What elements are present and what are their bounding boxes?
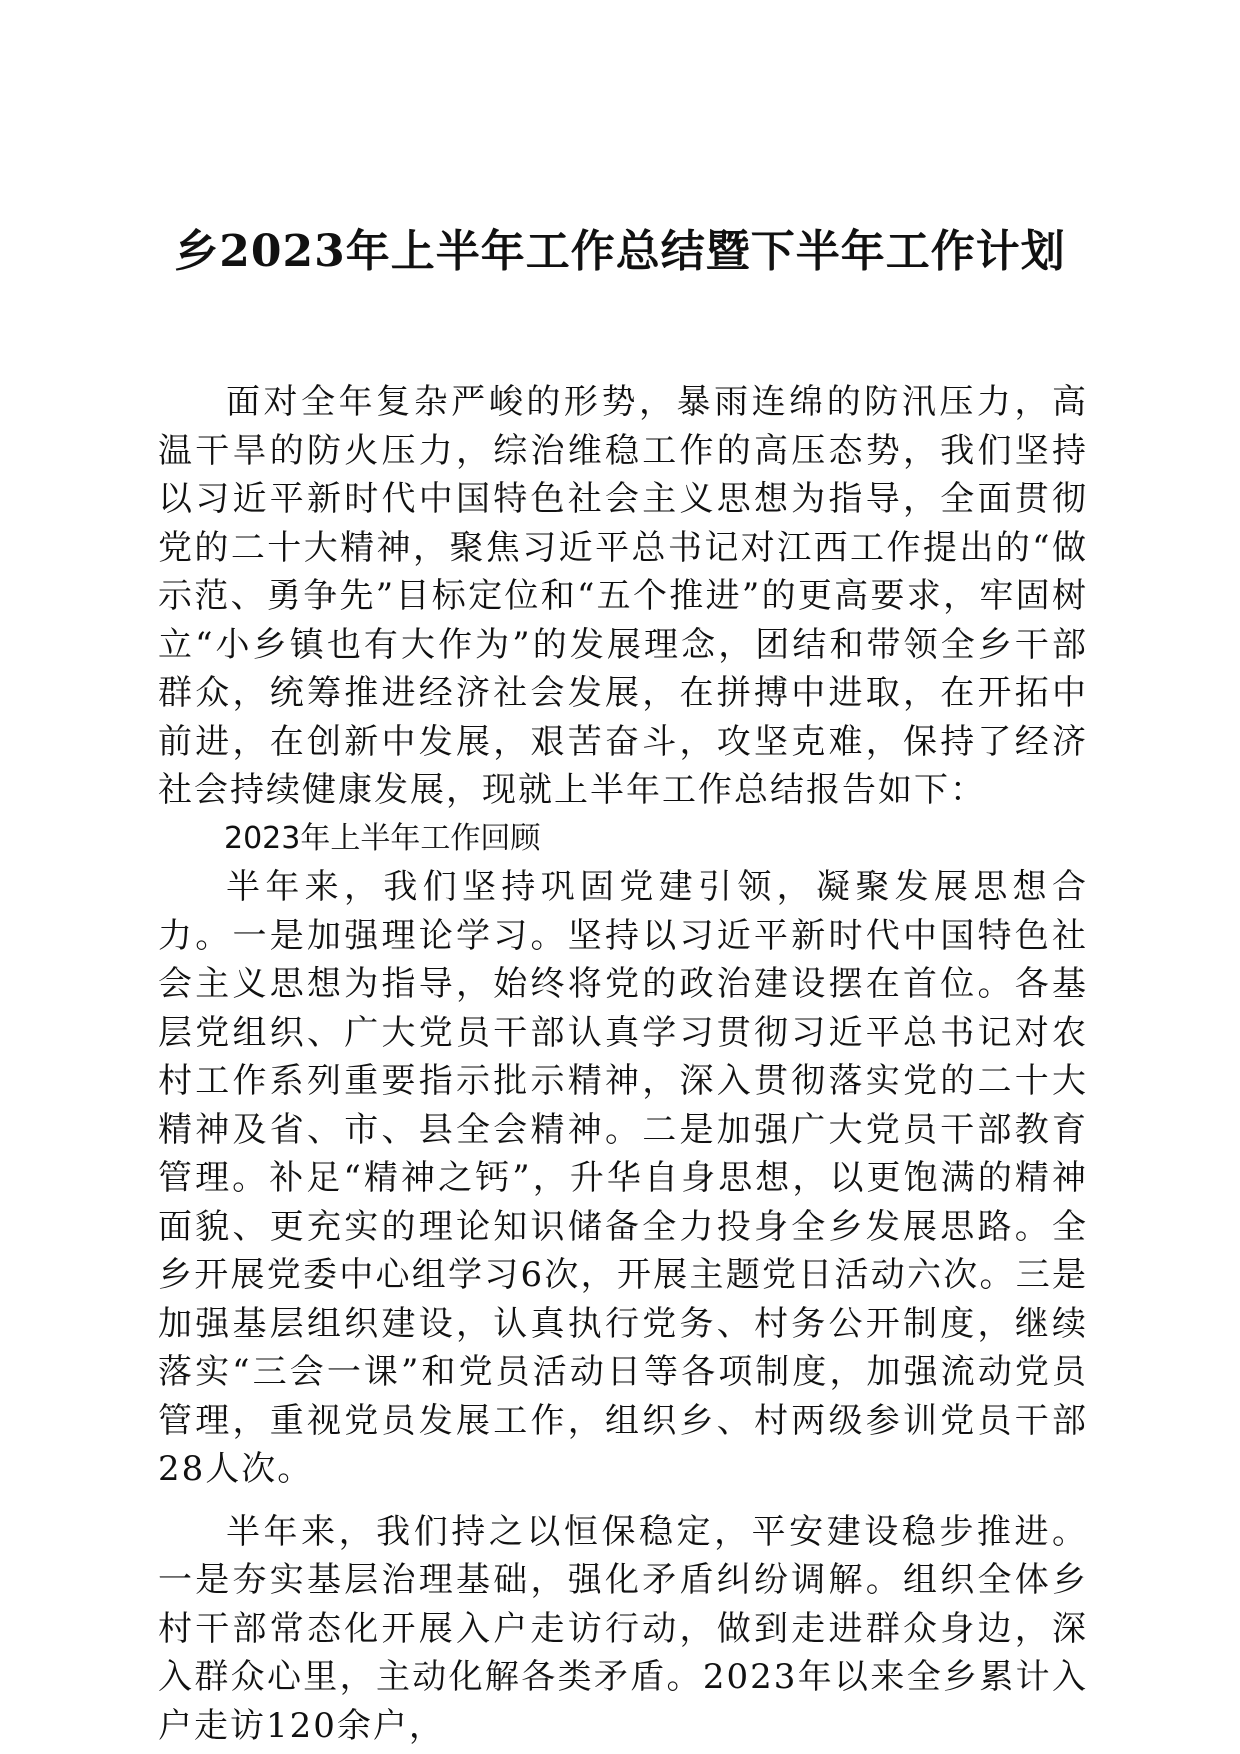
document-body — [158, 378, 1088, 1750]
document-title: 乡2023年上半年工作总结暨下半年工作计划 — [174, 226, 1066, 277]
paragraph-party-building: 半年来，我们坚持巩固党建引领，凝聚发展思想合力。一是加强理论学习。坚持以习近平新时代中国特色社会主义思想为指导，始终将党的政治建设摆在首位。各基层党组织、广大党员干部认真学习贯彻习近平总书记对农村工作系列重要指示批示精神，深入贯彻落实党的二十大精神及省、市、县全会精神。二是加强广大党员干部教育管理。补足“精神之钙”，升华自身思想，以更饱满的精神面貌、更充实的理论知识储备全力投身全乡发展思路。全乡开展党委中心组学习6次，开展主题党日活动六次。三是加强基层组织建设，认真执行党务、村务公开制度，继续落实“三会一课”和党员活动日等各项制度，加强流动党员管理，重视党员发展工作，组织乡、村两级参训党员干部28人次。 — [158, 867, 1088, 1489]
paragraph-stability: 半年来，我们持之以恒保稳定，平安建设稳步推进。一是夯实基层治理基础，强化矛盾纠纷调解。组织全体乡村干部常态化开展入户走访行动，做到走进群众身边，深入群众心里，主动化解各类矛盾。2023年以来全乡累计入户走访120余户， — [158, 1511, 1088, 1746]
section-heading: 2023年上半年工作回顾 — [224, 820, 541, 856]
paragraph-intro: 面对全年复杂严峻的形势，暴雨连绵的防汛压力，高温干旱的防火压力，综治维稳工作的高压态势，我们坚持以习近平新时代中国特色社会主义思想为指导，全面贯彻党的二十大精神，聚焦习近平总书记对江西工作提出的“做示范、勇争先”目标定位和“五个推进”的更高要求，牢固树立“小乡镇也有大作为”的发展理念，团结和带领全乡干部群众，统筹推进经济社会发展，在拼搏中进取，在开拓中前进，在创新中发展，艰苦奋斗，攻坚克难，保持了经济社会持续健康发展，现就上半年工作总结报告如下： — [158, 382, 1088, 810]
